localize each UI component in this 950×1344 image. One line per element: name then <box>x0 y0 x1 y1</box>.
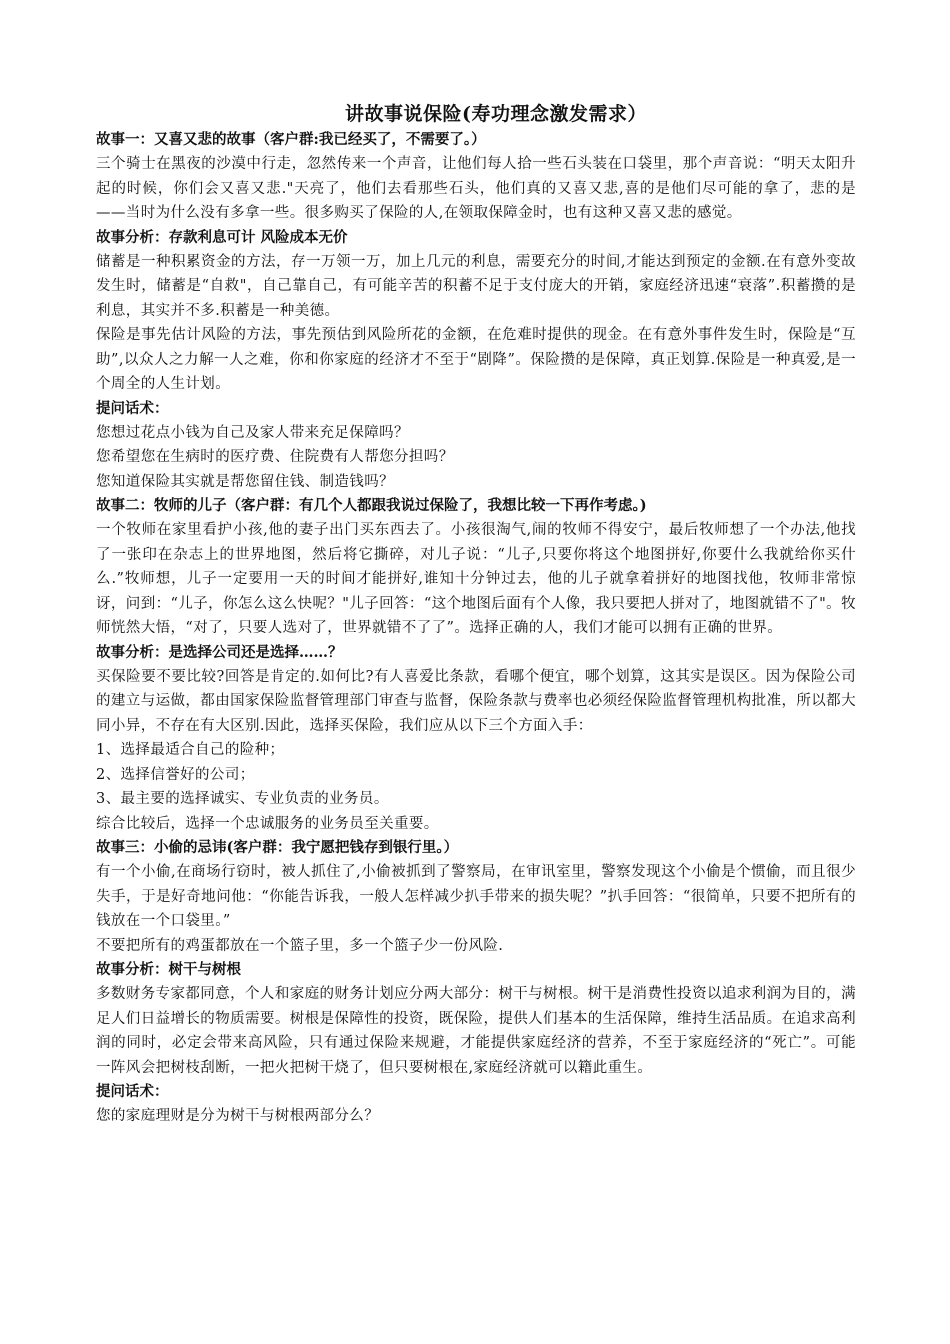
body-paragraph: 一个牧师在家里看护小孩,他的妻子出门买东西去了。小孩很淘气,闹的牧师不得安宁，最后牧师想了一个办法,他找了一张印在杂志上的世界地图，然后将它撕碎，对儿子说：“儿子,只要你将这个地图拼好,你要什么我就给你买什么.”牧师想，儿子一定要用一天的时间才能拼好,谁知十分钟过去，他的儿子就拿着拼好的地图找他，牧师非常惊讶，问到：“儿子，你怎么这么快呢？"儿子回答：“这个地图后面有个人像，我只要把人拼对了，地图就错不了"。牧师恍然大悟，“对了，只要人选对了，世界就错不了了”。选择正确的人，我们才能可以拥有正确的世界。 <box>96 522 856 636</box>
section-heading: 故事分析：树干与树根 <box>96 961 241 978</box>
section-heading: 提问话术： <box>96 399 169 417</box>
text-line: 1、选择最适合自己的险种； <box>96 742 285 758</box>
section-heading: 故事分析：是选择公司还是选择……？ <box>96 643 343 661</box>
body-paragraph: 储蓄是一种积累资金的方法，存一万领一万，加上几元的利息，需要充分的时间,才能达到预定的金额.在有意外变故发生时，储蓄是“自救"，自己靠自己，有可能辛苦的积蓄不足于支付庞大的开销，家庭经济迅速“衰落”.积蓄攒的是利息，其实并不多.积蓄是一种美德。 <box>96 253 856 319</box>
section-heading: 故事一：又喜又悲的故事（客户群:我已经买了，不需要了。） <box>96 131 486 148</box>
text-line: 您想过花点小钱为自己及家人带来充足保障吗？ <box>96 424 409 441</box>
body-paragraph: 多数财务专家都同意，个人和家庭的财务计划应分两大部分：树干与树根。树干是消费性投资以追求利润为目的，满足人们日益增长的物质需要。树根是保障性的投资，既保险，提供人们基本的生活保障，维持生活品质。在追求高利润的同时，必定会带来高风险，只有通过保险来规避，才能提供家庭经济的营养，不至于家庭经济的“死亡”。可能一阵风会把树枝刮断，一把火把树干烧了，但只要树根在,家庭经济就可以籍此重生。 <box>96 986 856 1076</box>
body-paragraph: 买保险要不要比较?回答是肯定的.如何比?有人喜爱比条款，看哪个便宜，哪个划算，这其实是误区。因为保险公司的建立与运做，都由国家保险监督管理部门审查与监督，保险条款与费率也必须经保险监督管理机构批准，所以都大同小异，不存在有大区别.因此，选择买保险，我们应从以下三个方面入手： <box>96 668 856 734</box>
section-heading: 故事分析：存款利息可计 风险成本无价 <box>96 228 348 246</box>
section-heading: 故事二：牧师的儿子（客户群：有几个人都跟我说过保险了，我想比较一下再作考虑。) <box>96 497 647 514</box>
body-paragraph: 三个骑士在黑夜的沙漠中行走，忽然传来一个声音，让他们每人拾一些石头装在口袋里，那个声音说：“明天太阳升起的时候，你们会又喜又悲."天亮了，他们去看那些石头，他们真的又喜又悲,喜的是他们尽可能的拿了，悲的是——当时为什么没有多拿一些。很多购买了保险的人,在领取保障金时，也有这种又喜又悲的感觉。 <box>96 156 856 221</box>
text-line: 您知道保险其实就是帮您留住钱、制造钱吗？ <box>96 473 394 490</box>
document-title: 讲故事说保险(寿功理念激发需求） <box>345 103 647 125</box>
section-heading: 故事三：小偷的忌讳(客户群：我宁愿把钱存到银行里。） <box>96 839 459 856</box>
document-body <box>96 128 856 1129</box>
text-line: 您希望您在生病时的医疗费、住院费有人帮您分担吗？ <box>96 449 454 465</box>
text-line: 3、最主要的选择诚实、专业负责的业务员。 <box>96 791 389 807</box>
text-line: 2、选择信誉好的公司； <box>96 766 255 783</box>
text-line: 不要把所有的鸡蛋都放在一个篮子里，多一个篮子少一份风险. <box>96 937 504 954</box>
section-heading: 提问话术： <box>96 1083 169 1100</box>
text-line: 综合比较后，选择一个忠诚服务的业务员至关重要。 <box>96 815 439 832</box>
text-line: 您的家庭理财是分为树干与树根两部分么？ <box>96 1108 380 1124</box>
body-paragraph: 有一个小偷,在商场行窃时，被人抓住了,小偷被抓到了警察局，在审讯室里，警察发现这个小偷是个惯偷，而且很少失手，于是好奇地问他：“你能告诉我，一般人怎样减少扒手带来的损失呢？”扒手回答：“很简单，只要不把所有的钱放在一个口袋里。” <box>96 864 856 929</box>
body-paragraph: 保险是事先估计风险的方法，事先预估到风险所花的金额，在危难时提供的现金。在有意外事件发生时，保险是“互助”,以众人之力解一人之难，你和你家庭的经济才不至于“剧降”。保险攒的是保障，真正划算.保险是一种真爱,是一个周全的人生计划。 <box>96 327 856 392</box>
